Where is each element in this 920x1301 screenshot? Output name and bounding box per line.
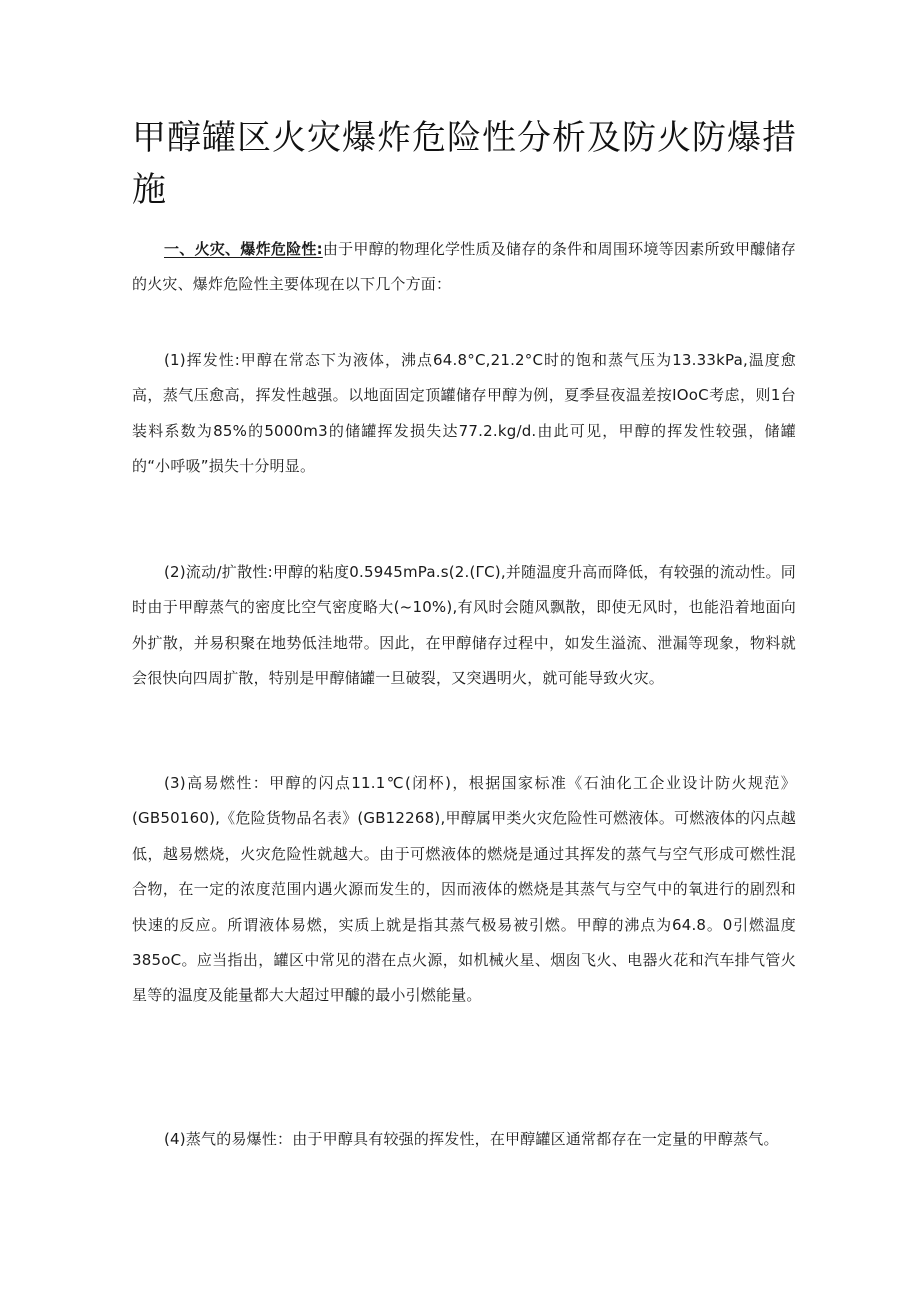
document-title: 甲醇罐区火灾爆炸危险性分析及防火防爆措施 [132, 118, 797, 210]
paragraph-volatility: (1)挥发性:甲醇在常态下为液体，沸点64.8°C,21.2°C时的饱和蒸气压为13.33kPa,温度愈高，蒸气压愈高，挥发性越强。以地面固定顶罐储存甲醇为例，夏季昼夜温差按IOoC考虑，则1台装料系数为85%的5000m3的储罐挥发损失达77.2.kg∕d.由此可见，甲醇的挥发性较强，储罐的“小呼吸”损失十分明显。 [132, 351, 796, 476]
paragraph-explosiveness: (4)蒸气的易爆性：由于甲醇具有较强的挥发性，在甲醇罐区通常都存在一定量的甲醇蒸气。 [164, 1130, 779, 1148]
paragraph-text: 由于甲醇的物理化学性质及储存的条件和周围环境等因素所致甲醵储存的火灾、爆炸危险性主要体现在以下几个方面： [132, 240, 796, 294]
paragraph-flammability: (3)高易燃性：甲醇的闪点11.1℃(闭杯)，根据国家标准《石油化工企业设计防火规范》(GB50160),《危险货物品名表》(GB12268),甲醇属甲类火灾危险性可燃液体。可燃液体的闪点越低，越易燃烧，火灾危险性就越大。由于可燃液体的燃烧是通过其挥发的蒸气与空气形成可燃性混合物，在一定的浓度范围内遇火源而发生的，因而液体的燃烧是其蒸气与空气中的氧进行的剧烈和快速的反应。所谓液体易燃，实质上就是指其蒸气极易被引燃。甲醇的沸点为64.8。0引燃温度385oC。应当指出，罐区中常见的潜在点火源，如机械火星、烟囱飞火、电器火花和汽车排气管火星等的温度及能量都大大超过甲醵的最小引燃能量。 [132, 774, 796, 1005]
section-heading: 一、火灾、爆炸危险性: [164, 240, 323, 258]
paragraph-intro [132, 232, 796, 303]
paragraph-diffusion: (2)流动/扩散性:甲醇的粘度0.5945mPa.s(2.(ΓC),并随温度升高而降低，有较强的流动性。同时由于甲醇蒸气的密度比空气密度略大(~10%),有风时会随风飘散，即使无风时，也能沿着地面向外扩散，并易积聚在地势低洼地带。因此，在甲醇储存过程中，如发生溢流、泄漏等现象，物料就会很快向四周扩散，特别是甲醇储罐一旦破裂，又突遇明火，就可能导致火灾。 [132, 563, 796, 688]
